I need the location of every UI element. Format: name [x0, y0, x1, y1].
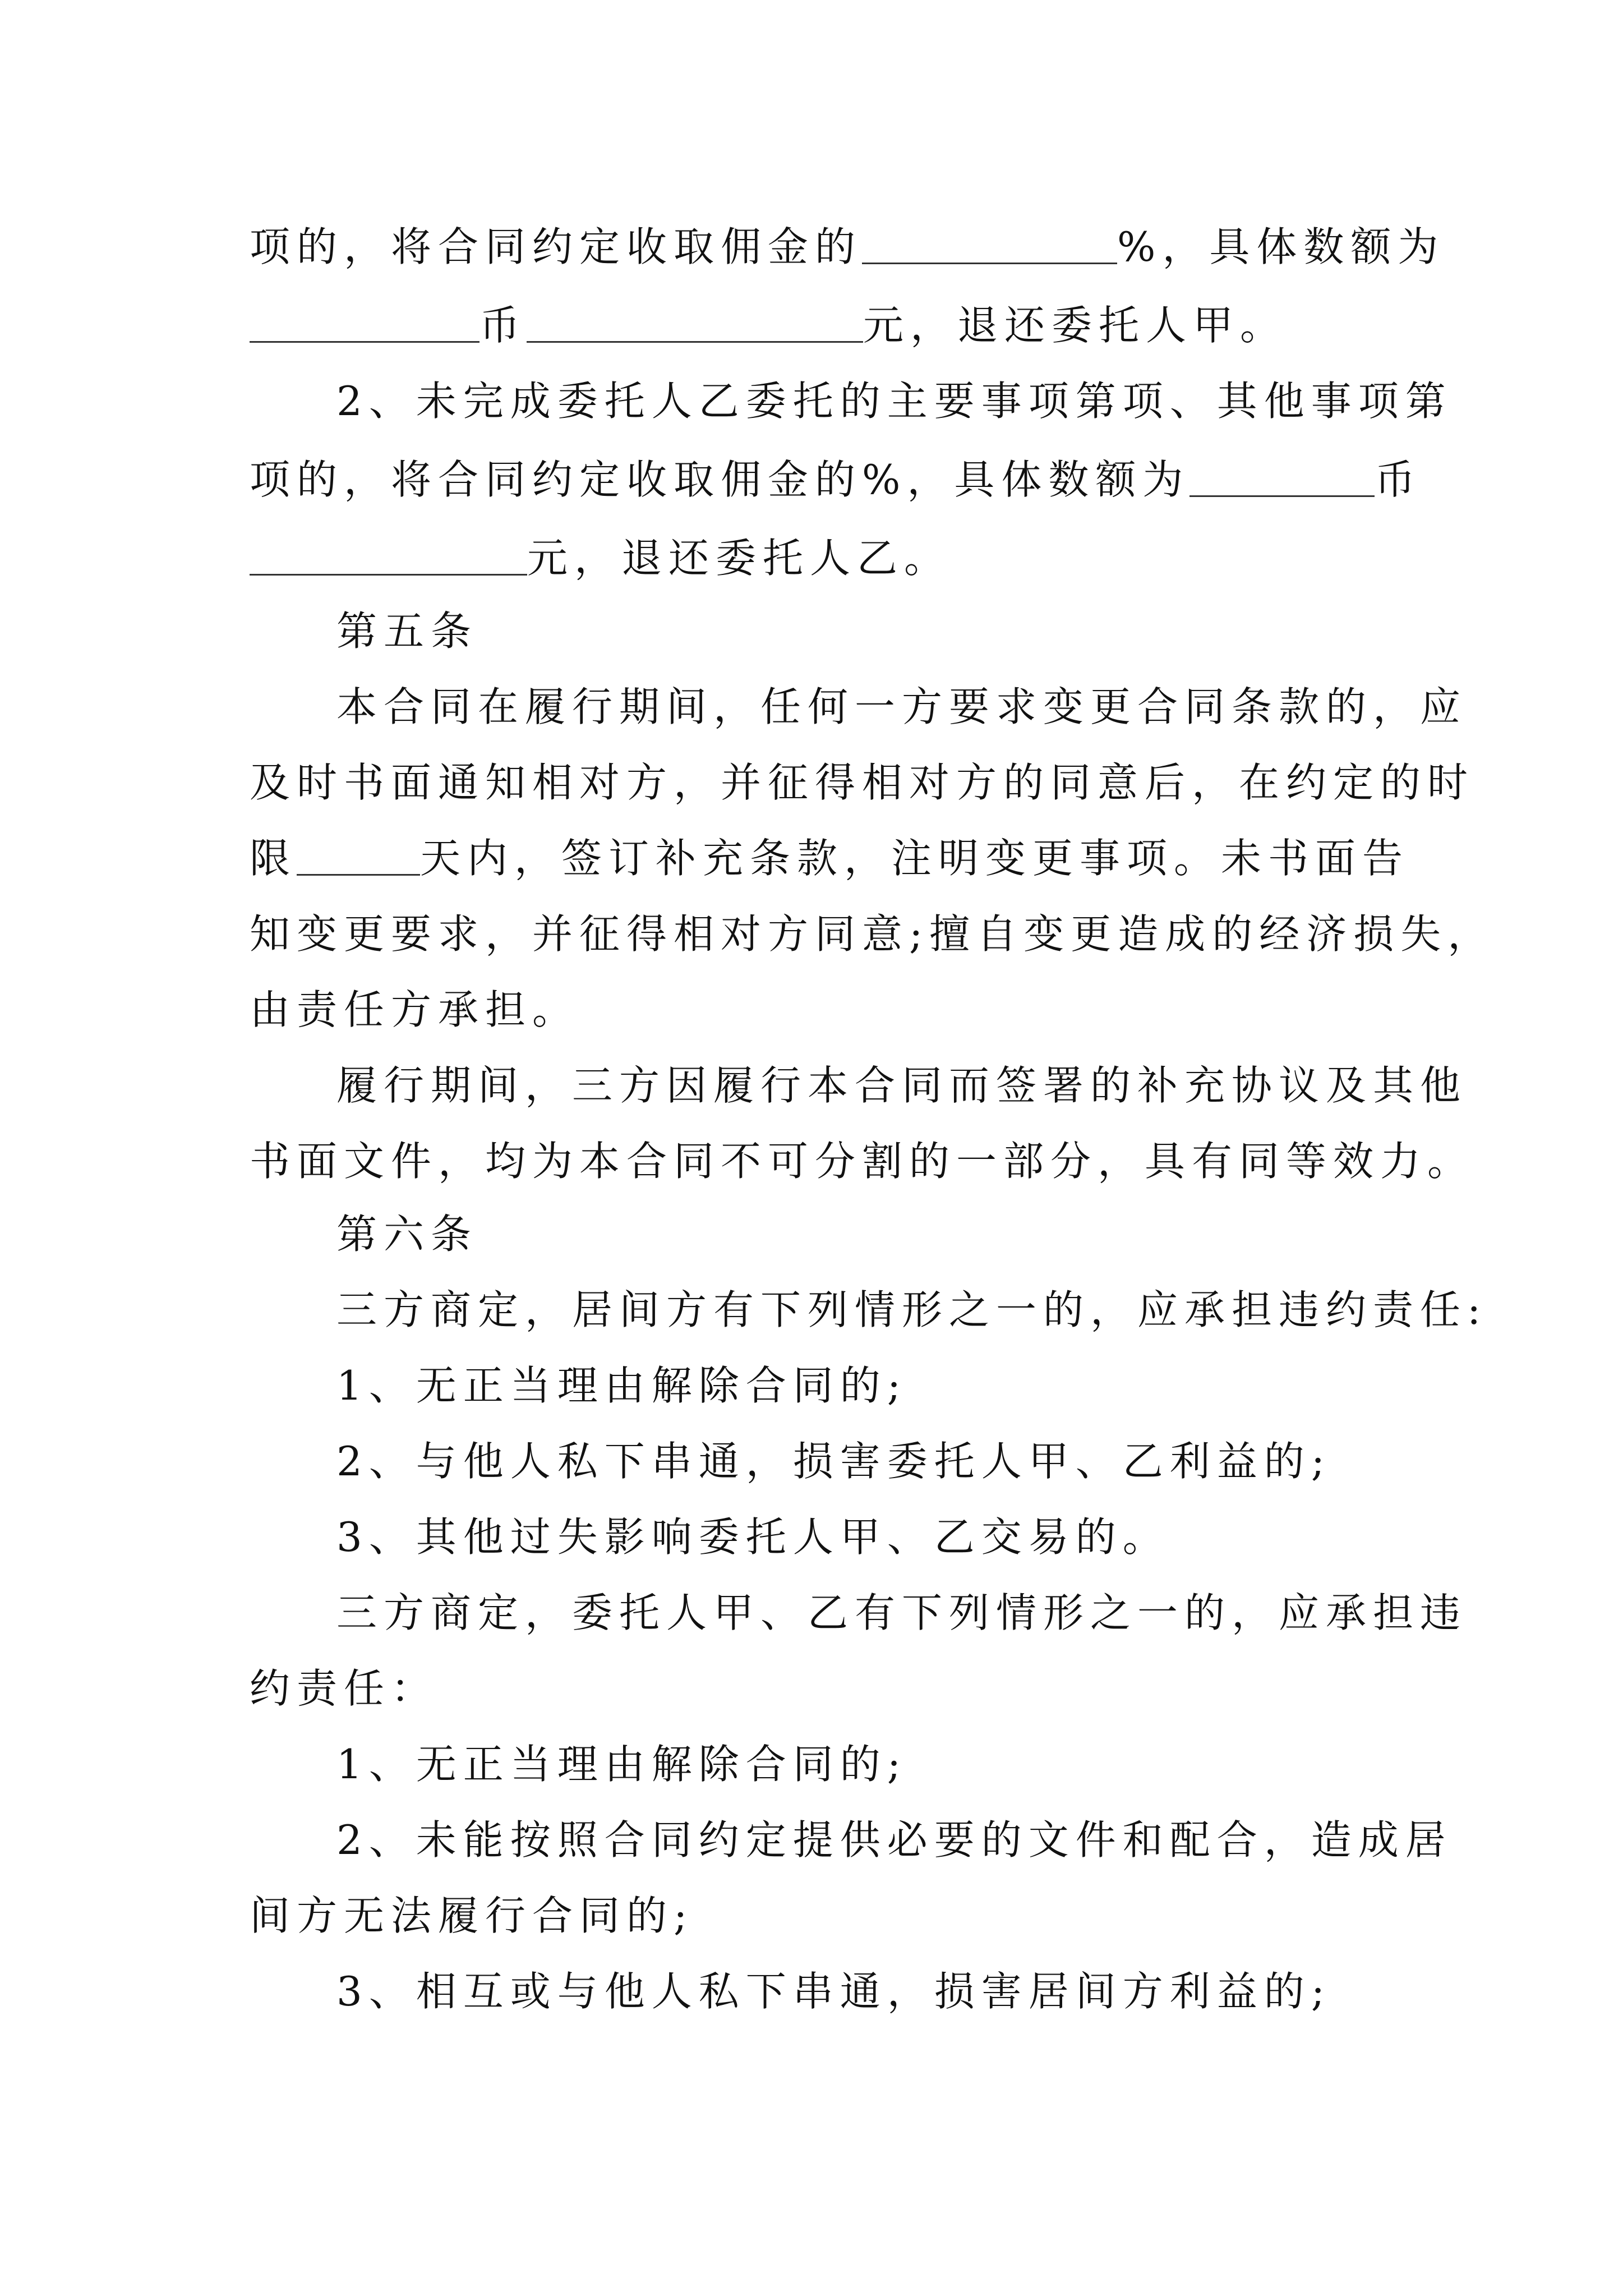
list-item	[336, 1963, 1331, 2019]
line-segment: 及时书面通知相对方，并征得相对方的同意后，在约定的时	[250, 759, 1475, 806]
fill-blank	[297, 835, 420, 876]
text-line	[250, 1660, 438, 1717]
fill-blank	[1189, 456, 1375, 497]
text-line	[250, 1888, 694, 1944]
line-segment: 2、未完成委托人乙委托的主要事项第项、其他事项第	[336, 378, 1453, 425]
line-segment: 间方无法履行合同的;	[250, 1892, 694, 1939]
list-item	[336, 1509, 1170, 1565]
line-segment: 2、与他人私下串通，损害委托人甲、乙利益的;	[336, 1438, 1332, 1485]
line-segment: 2、未能按照合同约定提供必要的文件和配合，造成居	[336, 1816, 1453, 1864]
fill-blank	[527, 302, 863, 343]
line-segment: 限	[250, 835, 297, 882]
line-segment: 天内，签订补充条款，注明变更事项。未书面告	[420, 835, 1410, 882]
text-line	[250, 754, 1474, 811]
line-segment: 1、无正当理由解除合同的;	[336, 1362, 908, 1409]
text-line	[336, 1282, 1487, 1338]
line-segment: 第六条	[336, 1211, 478, 1258]
list-item	[336, 1433, 1331, 1489]
section-heading	[336, 603, 478, 659]
line-segment: 3、其他过失影响委托人甲、乙交易的。	[336, 1513, 1170, 1561]
line-segment: 币	[479, 302, 527, 349]
line-segment: 元，退还委托人甲。	[863, 302, 1288, 349]
line-segment: 本合同在履行期间，任何一方要求变更合同条款的，应	[336, 683, 1468, 730]
line-segment: 项的，将合同约定收取佣金的%，具体数额为	[250, 456, 1190, 503]
line-segment: 三方商定，居间方有下列情形之一的，应承担违约责任:	[336, 1286, 1488, 1333]
list-item	[336, 1812, 1453, 1868]
text-line	[336, 373, 1453, 429]
fill-blank	[250, 302, 479, 343]
line-segment: 币	[1375, 456, 1422, 503]
text-line	[250, 297, 1287, 353]
list-item	[336, 1736, 907, 1792]
line-segment: 书面文件，均为本合同不可分割的一部分，具有同等效力。	[250, 1138, 1475, 1185]
line-segment: 1、无正当理由解除合同的;	[336, 1741, 908, 1788]
text-line	[250, 219, 1445, 275]
line-segment: 3、相互或与他人私下串通，损害居间方利益的;	[336, 1968, 1332, 2015]
line-segment: 元，退还委托人乙。	[527, 535, 952, 582]
line-segment: 履行期间，三方因履行本合同而签署的补充协议及其他	[336, 1062, 1468, 1109]
line-segment: 由责任方承担。	[250, 986, 580, 1033]
section-heading	[336, 1206, 478, 1262]
text-line	[250, 906, 1495, 962]
line-segment: 三方商定，委托人甲、乙有下列情形之一的，应承担违	[336, 1589, 1468, 1636]
fill-blank	[250, 535, 527, 576]
text-line	[250, 452, 1422, 508]
line-segment: 知变更要求，并征得相对方同意;擅自变更造成的经济损失，	[250, 910, 1495, 958]
text-line	[250, 1133, 1474, 1189]
text-line	[336, 1585, 1467, 1641]
text-line	[336, 1057, 1467, 1114]
line-segment: %，具体数额为	[1117, 223, 1445, 270]
line-segment: 项的，将合同约定收取佣金的	[250, 223, 863, 270]
line-segment: 约责任：	[250, 1665, 439, 1712]
list-item	[336, 1358, 907, 1414]
text-line	[250, 830, 1409, 886]
line-segment: 第五条	[336, 608, 478, 655]
fill-blank	[862, 223, 1117, 264]
text-line	[250, 982, 579, 1038]
text-line	[336, 679, 1467, 735]
text-line	[250, 530, 951, 586]
